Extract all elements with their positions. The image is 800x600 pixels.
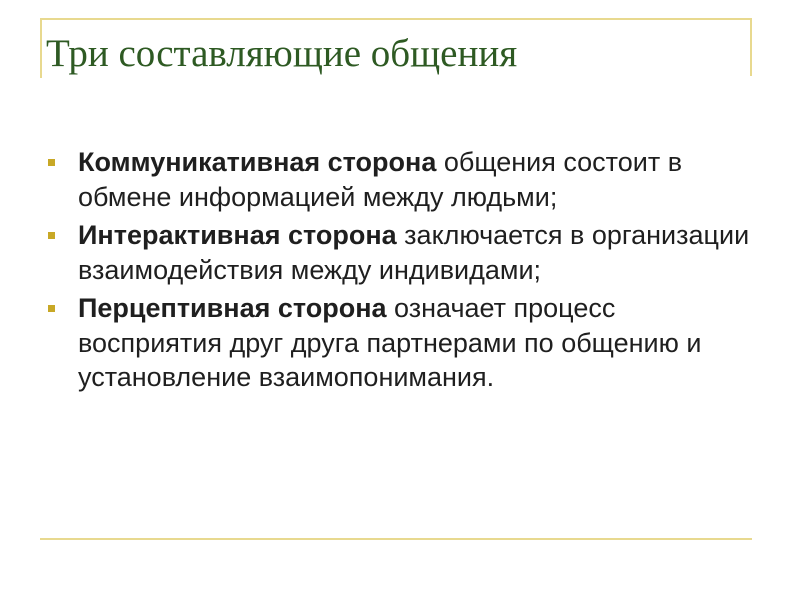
frame-top-line (40, 18, 752, 20)
square-bullet-icon (48, 232, 55, 239)
bullet-item-perceptive (46, 291, 756, 395)
bullet-text: означает процесс восприятия друг друга партнерами по общению и установление взаимопонимания. (78, 293, 702, 392)
frame-right-line (750, 18, 752, 76)
bullet-text: общения состоит в обмене информацией между людьми; (78, 147, 683, 212)
bullet-list (46, 145, 756, 399)
slide-title: Три составляющие общения (46, 32, 518, 75)
bullet-term: Перцептивная сторона (78, 293, 387, 323)
frame-bottom-line (40, 538, 752, 540)
bullet-item-communicative (46, 145, 756, 214)
bullet-item-interactive (46, 218, 756, 287)
bullet-term: Коммуникативная сторона (78, 147, 437, 177)
square-bullet-icon (48, 159, 55, 166)
frame-left-line (40, 18, 42, 78)
bullet-term: Интерактивная сторона (78, 220, 397, 250)
bullet-text: заключается в организации взаимодействия между индивидами; (78, 220, 750, 285)
square-bullet-icon (48, 305, 55, 312)
